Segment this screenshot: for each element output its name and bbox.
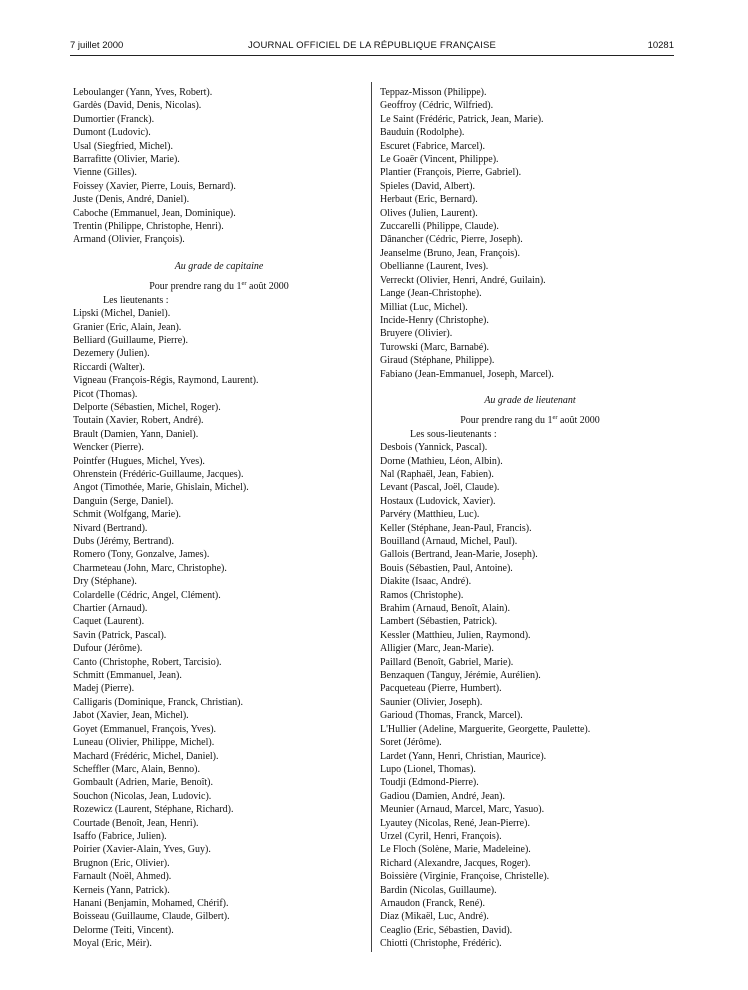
right-column <box>380 86 680 951</box>
journal-title: JOURNAL OFFICIEL DE LA RÉPUBLIQUE FRANÇAISE <box>247 40 497 51</box>
name-entry: Lambert (Sébastien, Patrick). <box>380 616 498 628</box>
name-entry: Giraud (Stéphane, Philippe). <box>380 355 495 367</box>
name-entry: Verreckt (Olivier, Henri, André, Guilain). <box>380 274 546 286</box>
name-entry: Zuccarelli (Philippe, Claude). <box>380 221 499 233</box>
name-entry: Paillard (Benoît, Gabriel, Marie). <box>380 656 514 668</box>
name-list-before <box>380 86 680 381</box>
name-entry: Dezemery (Julien). <box>73 348 150 360</box>
name-entry: Toutain (Xavier, Robert, André). <box>73 415 204 427</box>
name-entry: Boissière (Virginie, Françoise, Christelle). <box>380 871 550 883</box>
name-entry: Obellianne (Laurent, Ives). <box>380 261 489 273</box>
intro-lieutenants: Les lieutenants : <box>103 294 169 306</box>
name-entry: Bauduin (Rodolphe). <box>380 127 465 139</box>
name-entry: Le Floch (Solène, Marie, Madeleine). <box>380 844 531 856</box>
name-entry: Moyal (Eric, Méir). <box>73 938 152 950</box>
name-entry: Hanani (Benjamin, Mohamed, Chérif). <box>73 897 229 909</box>
name-entry: Urzel (Cyril, Henri, François). <box>380 830 502 842</box>
name-entry: Kessler (Matthieu, Julien, Raymond). <box>380 629 531 641</box>
name-entry: Machard (Frédéric, Michel, Daniel). <box>73 750 219 762</box>
name-entry: Garioud (Thomas, Franck, Marcel). <box>380 710 523 722</box>
name-entry: Toudji (Edmond-Pierre). <box>380 777 479 789</box>
name-entry: Plantier (François, Pierre, Gabriel). <box>380 167 522 179</box>
name-entry: Chartier (Arnaud). <box>73 603 148 615</box>
name-entry: Diaz (Mikaël, Luc, André). <box>380 911 489 923</box>
name-entry: Madej (Pierre). <box>73 683 135 695</box>
name-entry: Bouilland (Arnaud, Michel, Paul). <box>380 536 518 547</box>
name-entry: Delorme (Teiti, Vincent). <box>73 924 174 936</box>
name-entry: Jeanselme (Bruno, Jean, François). <box>380 247 520 259</box>
name-entry: Brahim (Arnaud, Benoît, Alain). <box>380 603 510 615</box>
name-entry: Soret (Jérôme). <box>380 737 442 749</box>
left-column <box>73 86 365 951</box>
column-divider <box>371 82 372 952</box>
name-entry: Geoffroy (Cédric, Wilfried). <box>380 100 494 112</box>
name-entry: Danguin (Serge, Daniel). <box>73 495 174 507</box>
name-entry: Dubs (Jérémy, Bertrand). <box>73 536 174 547</box>
section-title-lieutenant: Au grade de lieutenant <box>484 394 576 406</box>
name-entry: Brault (Damien, Yann, Daniel). <box>73 428 199 440</box>
name-entry: Picot (Thomas). <box>73 388 138 400</box>
name-entry: Alligier (Marc, Jean-Marie). <box>380 643 494 655</box>
name-entry: Le Goaër (Vincent, Philippe). <box>380 154 499 166</box>
page-header <box>70 40 674 56</box>
name-entry: Brugnon (Eric, Olivier). <box>73 857 170 869</box>
name-entry: Riccardi (Walter). <box>73 361 145 373</box>
name-entry: Usal (Siegfried, Michel). <box>73 140 173 152</box>
name-entry: Olives (Julien, Laurent). <box>380 207 478 219</box>
name-entry: Schmitt (Emmanuel, Jean). <box>73 670 182 682</box>
name-entry: Nal (Raphaël, Jean, Fabien). <box>380 468 494 480</box>
name-entry: Incide-Henry (Christophe). <box>380 314 489 326</box>
name-list-lieutenant <box>380 441 680 950</box>
name-entry: Arnaudon (Franck, René). <box>380 897 485 909</box>
name-entry: Lyautey (Nicolas, René, Jean-Pierre). <box>380 817 530 829</box>
name-entry: Dorne (Mathieu, Léon, Albin). <box>380 455 503 467</box>
name-entry: Goyet (Emmanuel, François, Yves). <box>73 723 217 735</box>
name-entry: Juste (Denis, André, Daniel). <box>73 194 190 206</box>
name-entry: Nivard (Bertrand). <box>73 522 148 534</box>
name-entry: L'Hullier (Adeline, Marguerite, Georgette, Paulette). <box>380 723 591 735</box>
name-entry: Rozewicz (Laurent, Stéphane, Richard). <box>73 804 234 816</box>
name-list-capitaine <box>73 307 365 951</box>
name-entry: Dumont (Ludovic). <box>73 127 151 139</box>
name-entry: Granier (Eric, Alain, Jean). <box>73 321 182 333</box>
name-entry: Souchon (Nicolas, Jean, Ludovic). <box>73 790 212 802</box>
name-entry: Charmeteau (John, Marc, Christophe). <box>73 562 227 574</box>
name-entry: Savin (Patrick, Pascal). <box>73 629 167 641</box>
name-entry: Gardès (David, Denis, Nicolas). <box>73 100 202 112</box>
name-entry: Lardet (Yann, Henri, Christian, Maurice). <box>380 750 547 762</box>
name-entry: Diakite (Isaac, André). <box>380 576 472 588</box>
name-entry: Poirier (Xavier-Alain, Yves, Guy). <box>73 844 211 856</box>
name-entry: Keller (Stéphane, Jean-Paul, Francis). <box>380 522 532 534</box>
name-entry: Leboulanger (Yann, Yves, Robert). <box>73 87 213 98</box>
name-entry: Benzaquen (Tanguy, Jérémie, Aurélien). <box>380 670 541 682</box>
name-entry: Colardelle (Cédric, Angel, Clément). <box>73 589 221 601</box>
name-entry: Herbaut (Eric, Bernard). <box>380 194 478 206</box>
name-entry: Wencker (Pierre). <box>73 442 144 454</box>
name-entry: Boisseau (Guillaume, Claude, Gilbert). <box>73 911 230 923</box>
header-rule <box>70 55 674 56</box>
name-entry: Dumortier (Franck). <box>73 113 155 125</box>
name-entry: Bouis (Sébastien, Paul, Antoine). <box>380 562 513 574</box>
name-entry: Meunier (Arnaud, Marcel, Marc, Yasuo). <box>380 804 545 816</box>
name-entry: Barrafitte (Olivier, Marie). <box>73 154 180 166</box>
name-entry: Bruyere (Olivier). <box>380 328 453 340</box>
name-entry: Chiotti (Christophe, Frédéric). <box>380 938 502 950</box>
name-entry: Pointfer (Hugues, Michel, Yves). <box>73 455 205 467</box>
rang-line: Pour prendre rang du 1er août 2000 <box>149 280 289 293</box>
name-entry: Pacqueteau (Pierre, Humbert). <box>380 683 502 695</box>
name-entry: Fabiano (Jean-Emmanuel, Joseph, Marcel). <box>380 368 554 380</box>
name-entry: Angot (Timothée, Marie, Ghislain, Michel). <box>73 482 249 494</box>
name-entry: Le Saint (Frédéric, Patrick, Jean, Marie). <box>380 113 544 125</box>
page-number: 10281 <box>647 40 674 51</box>
name-entry: Canto (Christophe, Robert, Tarcisio). <box>73 656 222 668</box>
name-list-before <box>73 86 365 247</box>
name-entry: Courtade (Benoît, Jean, Henri). <box>73 817 199 829</box>
name-entry: Ramos (Christophe). <box>380 589 464 601</box>
name-entry: Romero (Tony, Gonzalve, James). <box>73 549 210 561</box>
name-entry: Ceaglio (Eric, Sébastien, David). <box>380 924 513 936</box>
name-entry: Ohrenstein (Frédéric-Guillaume, Jacques). <box>73 468 244 480</box>
name-entry: Bardin (Nicolas, Guillaume). <box>380 884 497 896</box>
name-entry: Levant (Pascal, Joël, Claude). <box>380 482 500 494</box>
name-entry: Delporte (Sébastien, Michel, Roger). <box>73 401 221 413</box>
name-entry: Dânancher (Cédric, Pierre, Joseph). <box>380 234 523 246</box>
name-entry: Vienne (Gilles). <box>73 167 137 179</box>
name-entry: Luneau (Olivier, Philippe, Michel). <box>73 737 215 749</box>
name-entry: Armand (Olivier, François). <box>73 234 185 246</box>
name-entry: Desbois (Yannick, Pascal). <box>380 442 488 454</box>
name-entry: Scheffler (Marc, Alain, Benno). <box>73 763 200 775</box>
name-entry: Gadiou (Damien, André, Jean). <box>380 790 505 802</box>
rang-line: Pour prendre rang du 1er août 2000 <box>460 414 600 427</box>
name-entry: Calligaris (Dominique, Franck, Christian). <box>73 696 243 708</box>
name-entry: Farnault (Noël, Ahmed). <box>73 871 172 883</box>
name-entry: Dry (Stéphane). <box>73 576 137 588</box>
name-entry: Schmit (Wolfgang, Marie). <box>73 509 182 521</box>
name-entry: Saunier (Olivier, Joseph). <box>380 696 483 708</box>
name-entry: Hostaux (Ludovick, Xavier). <box>380 495 496 507</box>
name-entry: Trentin (Philippe, Christophe, Henri). <box>73 221 224 233</box>
name-entry: Foissey (Xavier, Pierre, Louis, Bernard). <box>73 180 236 192</box>
name-entry: Turowski (Marc, Barnabé). <box>380 341 490 353</box>
intro-sous-lieutenants: Les sous-lieutenants : <box>410 428 497 440</box>
name-entry: Dufour (Jérôme). <box>73 643 143 655</box>
name-entry: Lipski (Michel, Daniel). <box>73 308 171 320</box>
name-entry: Gallois (Bertrand, Jean-Marie, Joseph). <box>380 549 538 561</box>
name-entry: Caquet (Laurent). <box>73 616 145 628</box>
name-entry: Escuret (Fabrice, Marcel). <box>380 140 485 152</box>
name-entry: Isaffo (Fabrice, Julien). <box>73 830 167 842</box>
section-title-capitaine: Au grade de capitaine <box>174 260 264 272</box>
name-entry: Vigneau (François-Régis, Raymond, Laurent). <box>73 375 259 387</box>
name-entry: Gombault (Adrien, Marie, Benoît). <box>73 777 213 789</box>
name-entry: Milliat (Luc, Michel). <box>380 301 468 313</box>
header-date: 7 juillet 2000 <box>70 40 124 51</box>
name-entry: Belliard (Guillaume, Pierre). <box>73 334 188 346</box>
name-entry: Lupo (Lionel, Thomas). <box>380 763 476 775</box>
name-entry: Kerneis (Yann, Patrick). <box>73 884 170 896</box>
name-entry: Caboche (Emmanuel, Jean, Dominique). <box>73 207 236 219</box>
name-entry: Spieles (David, Albert). <box>380 180 475 192</box>
name-entry: Teppaz-Misson (Philippe). <box>380 87 487 98</box>
name-entry: Parvéry (Matthieu, Luc). <box>380 509 480 521</box>
name-entry: Richard (Alexandre, Jacques, Roger). <box>380 857 531 869</box>
name-entry: Jabot (Xavier, Jean, Michel). <box>73 710 189 722</box>
name-entry: Lange (Jean-Christophe). <box>380 288 482 300</box>
